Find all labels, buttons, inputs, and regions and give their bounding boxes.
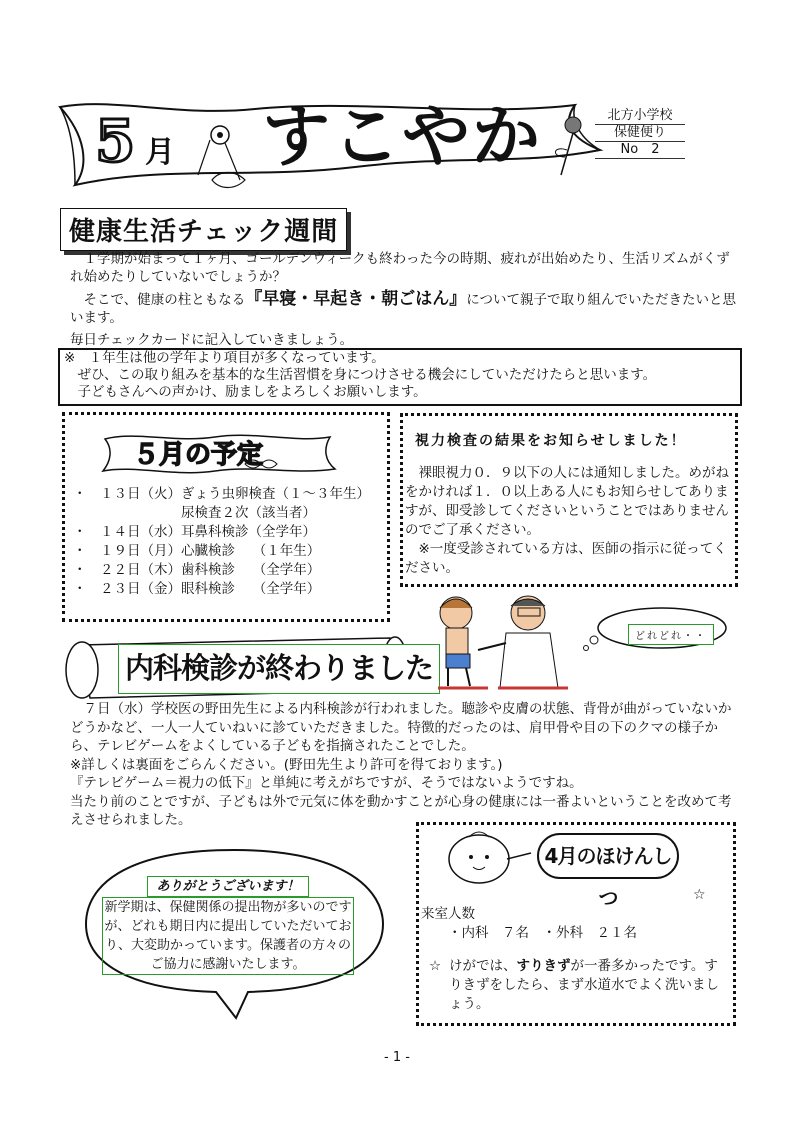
- note-lead: けがでは、: [449, 958, 517, 974]
- checkup-para: 当たり前のことですが、子どもは外で元気に体を動かすことが心身の健康には一番よいということを改めて考えさせられました。: [70, 793, 732, 828]
- vision-text: 裸眼視力０．９以下の人には通知しました。めがねをかければ１．０以上ある人にもお知らせしてありますが、即受診してくださいということではありませんのでご了承ください。: [405, 465, 729, 538]
- note-emphasis: すりきず: [516, 958, 571, 974]
- star-icon: ☆: [693, 887, 706, 903]
- vision-box: [400, 413, 738, 587]
- schedule-item: ・ １９日（月）心臓検診 （１年生）: [73, 543, 321, 559]
- vision-body: [405, 464, 733, 578]
- visitors-label: 来室人数: [421, 906, 475, 922]
- speech-text: どれどれ・・: [628, 624, 714, 645]
- schedule-title-ribbon: [95, 429, 345, 479]
- april-note: [421, 957, 731, 1014]
- issue-number: No 2: [595, 142, 685, 159]
- para2-tail: について親子で取り組んでいただきたいと思います。: [70, 292, 736, 326]
- thanks-title: ありがとうございます！: [147, 876, 308, 897]
- checkup-para: 『テレビゲーム＝視力の低下』と単純に考えがちですが、そうではないようですね。: [70, 775, 583, 791]
- slogan: 『早寝・早起き・朝ごはん』: [245, 289, 467, 309]
- doctor-illustration: [418, 588, 588, 698]
- health-week-para2: [70, 290, 740, 327]
- thanks-message: [102, 876, 354, 975]
- schedule-title: ５月の予定: [133, 440, 264, 470]
- schedule-list: [73, 485, 370, 599]
- checkup-heading: 内科検診が終わりました: [118, 644, 440, 694]
- health-week-para3: 毎日チェックカードに記入していきましょう。: [70, 332, 354, 348]
- schedule-item: 尿検査２次（該当者）: [73, 505, 316, 521]
- visitors-count: ・内科 ７名 ・外科 ２１名: [421, 925, 637, 941]
- page-number: - 1 -: [384, 1050, 410, 1065]
- note-box: [58, 348, 742, 406]
- month-number: 5: [95, 107, 136, 175]
- april-body: [421, 905, 731, 1014]
- schedule-box: [62, 412, 390, 622]
- april-box: [416, 822, 736, 1026]
- vision-title: 視力検査の結果をお知らせしました！: [415, 433, 687, 449]
- note-line: ぜひ、この取り組みを基本的な生活習慣を身につけさせる機会にしていただけたらと思います。: [64, 367, 657, 383]
- school-info: [595, 108, 685, 159]
- vision-note: ※一度受診されている方は、医師の指示に従ってください。: [405, 541, 727, 576]
- schedule-item: ・ １３日（火）ぎょう虫卵検査（１～３年生）: [73, 486, 370, 502]
- note-tail: が一番多かったです。すりきずをしたら、まず水道水でよく洗いましょう。: [449, 958, 719, 1012]
- nurse-character-icon: [439, 829, 539, 889]
- health-week-heading: 健康生活チェック週間: [60, 208, 347, 251]
- note-line: 子どもさんへの声かけ、励ましをよろしくお願いします。: [64, 384, 427, 400]
- note-line: ※ １年生は他の学年より項目が多くなっています。: [64, 350, 385, 366]
- schedule-item: ・ ２３日（金）眼科検診 （全学年）: [73, 581, 321, 597]
- checkup-para: ７日（水）学校医の野田先生による内科検診が行われました。聴診や皮膚の状態、背骨が曲がっていないかどうかなど、一人一人ていねいに診ていただきました。特徴的だったのは、肩甲骨や目の下のクマの様子から、テレビゲームをよくしている子どもを指摘されたことでした。: [70, 701, 732, 754]
- newsletter-title: すこやか: [262, 98, 543, 177]
- thanks-body: 新学期は、保健関係の提出物が多いのですが、どれも期日内に提出していただいており、大変助かっています。保護者の方々のご協力に感謝いたします。: [102, 897, 354, 975]
- april-title: 4月のほけんしつ: [537, 833, 679, 879]
- checkup-para: ※詳しくは裏面をごらんください。(野田先生より許可を得ております。): [70, 756, 503, 773]
- month-kanji: 月: [145, 135, 175, 170]
- health-week-para1: １学期が始まって１ヶ月、ゴールデンウィークも終わった今の時期、疲れが出始めたり、生活リズムがくずれ始めたりしていないでしょうか？: [70, 251, 730, 285]
- april-note-text: [449, 957, 731, 1014]
- star-mark-icon: ☆: [428, 958, 442, 974]
- schedule-item: ・ １４日（水）耳鼻科検診（全学年）: [73, 524, 316, 540]
- newsletter-name: 保健便り: [595, 125, 685, 142]
- school-name: 北方小学校: [595, 108, 685, 125]
- schedule-item: ・ ２２日（木）歯科検診 （全学年）: [73, 562, 321, 578]
- checkup-body: [70, 700, 740, 830]
- para2-lead: そこで、健康の柱ともなる: [70, 292, 246, 308]
